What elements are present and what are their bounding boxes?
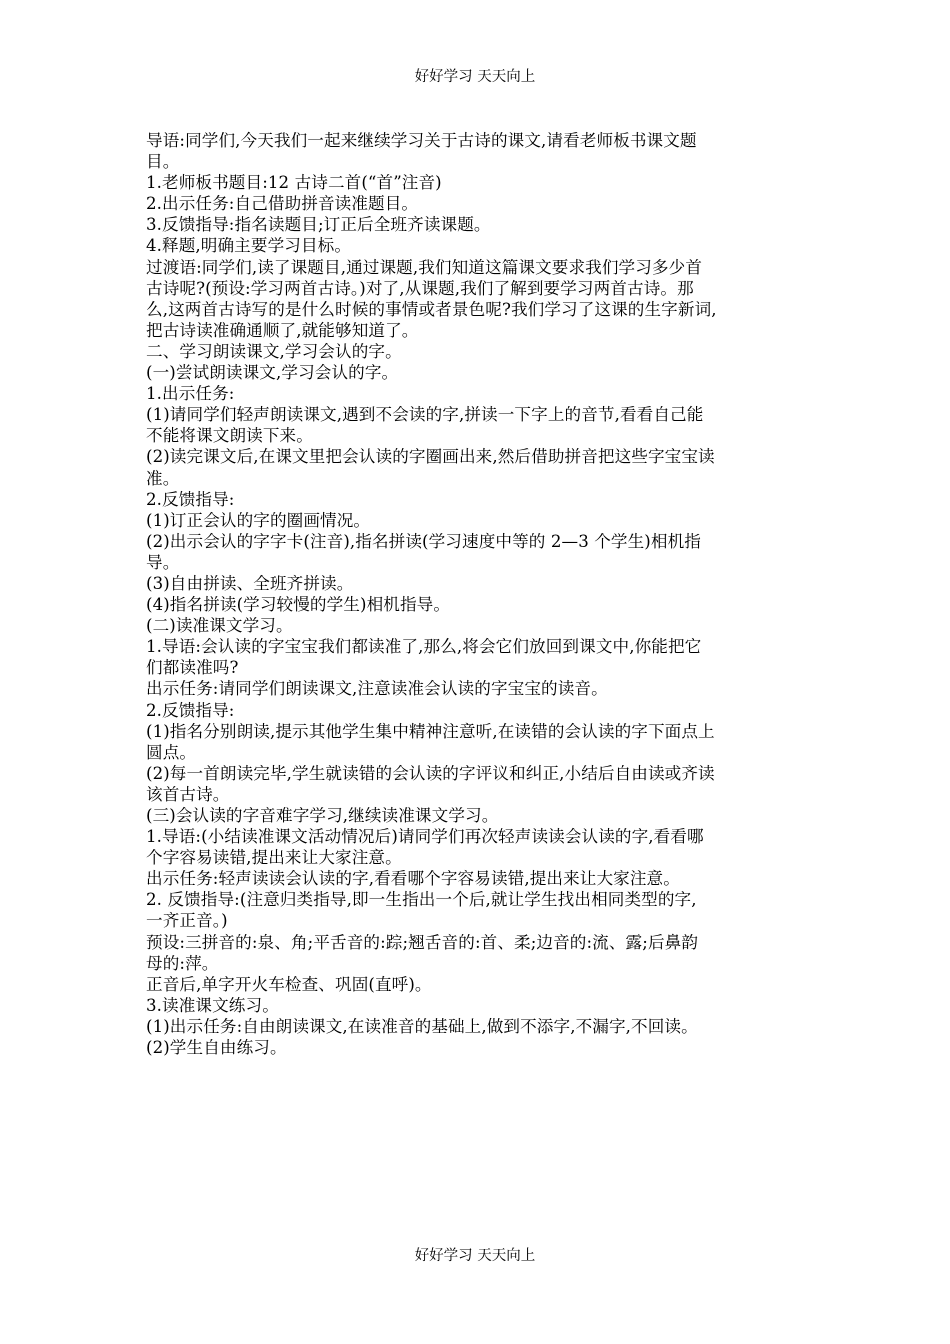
text-line: 预设:三拼音的:泉、角;平舌音的:踪;翘舌音的:首、柔;边音的:流、露;后鼻韵 (146, 932, 699, 952)
text-line: 1.导语:会认读的字宝宝我们都读准了,那么,将会它们放回到课文中,你能把它 (146, 637, 702, 657)
text-line: (4)指名拼读(学习较慢的学生)相机指导。 (146, 595, 451, 615)
text-line: 准。 (146, 468, 180, 488)
text-line: (2)学生自由练习。 (146, 1038, 287, 1058)
text-line: 导。 (146, 552, 180, 572)
document-body (146, 130, 812, 1058)
text-line: 目。 (146, 152, 180, 172)
text-line: 2.出示任务:自己借助拼音读准题目。 (146, 194, 419, 214)
text-line: (2)读完课文后,在课文里把会认读的字圈画出来,然后借助拼音把这些字宝宝读 (146, 447, 715, 467)
text-line: 2. 反馈指导:(注意归类指导,即一生指出一个后,就让学生找出相同类型的字, (146, 890, 697, 910)
text-line: (1)请同学们轻声朗读课文,遇到不会读的字,拼读一下字上的音节,看看自己能 (146, 405, 704, 425)
text-line: 二、学习朗读课文,学习会认的字。 (146, 341, 402, 361)
text-line: 不能将课文朗读下来。 (146, 426, 313, 446)
text-line: (1)出示任务:自由朗读课文,在读准音的基础上,做到不添字,不漏字,不回读。 (146, 1016, 698, 1036)
text-line: (2)每一首朗读完毕,学生就读错的会认读的字评议和纠正,小结后自由读或齐读 (146, 763, 715, 783)
text-line: 4.释题,明确主要学习目标。 (146, 236, 352, 256)
text-line: (二)读准课文学习。 (146, 616, 293, 636)
text-line: 圆点。 (146, 742, 197, 762)
text-line: 1.导语:(小结读准课文活动情况后)请同学们再次轻声读读会认读的字,看看哪 (146, 827, 704, 847)
text-line: 1.出示任务: (146, 384, 235, 404)
text-line: 3.读准课文练习。 (146, 995, 279, 1015)
text-line: 个字容易读错,提出来让大家注意。 (146, 848, 402, 868)
text-line: 1.老师板书题目:12 古诗二首(“首”注音) (146, 173, 442, 193)
text-line: (2)出示会认的字字卡(注音),指名拼读(学习速度中等的 2—3 个学生)相机指 (146, 531, 701, 551)
text-line: 们都读准吗? (146, 658, 239, 678)
text-line: 2.反馈指导: (146, 489, 235, 509)
text-line: 过渡语:同学们,读了课题目,通过课题,我们知道这篇课文要求我们学习多少首 (146, 257, 703, 277)
page-header: 好好学习 天天向上 (414, 69, 536, 85)
text-line: (1)指名分别朗读,提示其他学生集中精神注意听,在读错的会认读的字下面点上 (146, 721, 715, 741)
text-line: 一齐正音。) (146, 911, 228, 931)
text-line: 出示任务:请同学们朗读课文,注意读准会认读的字宝宝的读音。 (146, 679, 608, 699)
text-line: 正音后,单字开火车检查、巩固(直呼)。 (146, 974, 432, 994)
text-line: 3.反馈指导:指名读题目;订正后全班齐读课题。 (146, 215, 491, 235)
page-footer: 好好学习 天天向上 (414, 1248, 536, 1264)
text-line: 古诗呢?(预设:学习两首古诗。)对了,从课题,我们了解到要学习两首古诗。那 (146, 278, 694, 298)
text-line: 导语:同学们,今天我们一起来继续学习关于古诗的课文,请看老师板书课文题 (146, 131, 697, 150)
text-line: (一)尝试朗读课文,学习会认的字。 (146, 363, 399, 383)
text-line: 出示任务:轻声读读会认读的字,看看哪个字容易读错,提出来让大家注意。 (146, 869, 680, 889)
text-line: 2.反馈指导: (146, 700, 235, 720)
text-line: (三)会认读的字音难字学习,继续读准课文学习。 (146, 806, 499, 825)
text-line: (3)自由拼读、全班齐拼读。 (146, 573, 354, 593)
text-line: 把古诗读准确通顺了,就能够知道了。 (146, 320, 419, 340)
text-line: 么,这两首古诗写的是什么时候的事情或者景色呢?我们学习了这课的生字新词, (146, 299, 717, 319)
text-line: 母的:萍。 (146, 953, 219, 973)
text-line: (1)订正会认的字的圈画情况。 (146, 510, 371, 530)
text-line: 该首古诗。 (146, 784, 230, 804)
